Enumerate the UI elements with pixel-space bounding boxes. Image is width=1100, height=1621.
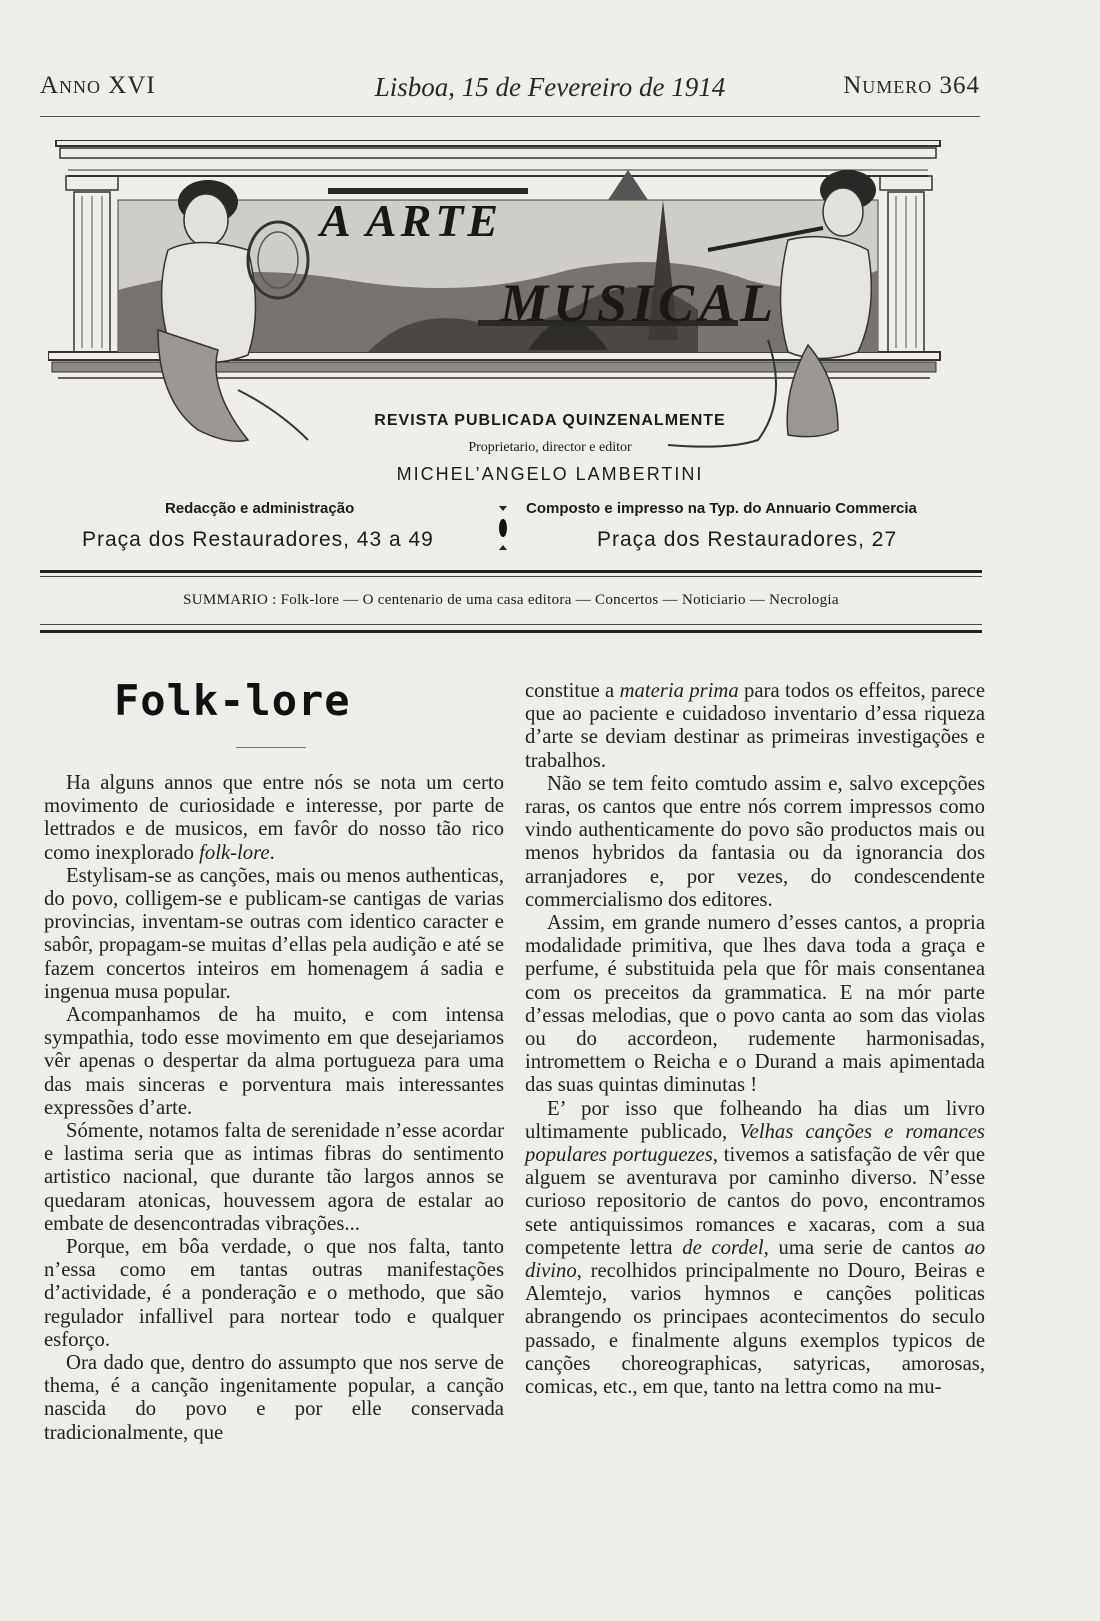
issue-number: Numero 364 <box>843 72 980 99</box>
summary-line: SUMMARIO : Folk-lore — O centenario de uma casa editora — Concertos — Noticiario — Necrologia <box>183 592 839 608</box>
printer-label: Composto e impresso na Typ. do Annuario Commercia <box>526 500 917 517</box>
paragraph: Ha alguns annos que entre nós se nota um certo movimento de curiosidade e interesse, por parte de lettrados e de musicos, em favôr do nosso tão rico como inexplorado folk-lore. <box>44 772 504 864</box>
summary-rule-bottom <box>40 630 982 633</box>
paragraph: Não se tem feito comtudo assim e, salvo excepções raras, os cantos que entre nós correm impressos como vindo authenticamente do povo são productos mais ou menos hybridos da fantasia ou da ignorancia dos arranjadores e, por vezes, do condescendente commercialismo dos editores. <box>525 772 985 911</box>
summary-rule-bottom-thin <box>40 624 982 625</box>
issue-place-date: Lisboa, 15 de Fevereiro de 1914 <box>374 72 726 102</box>
paragraph: Porque, em bôa verdade, o que nos falta, tanto n’essa como em tantas outras manifestações d’actividade, é a ponderação e o methodo, que são regulador infallivel para nortear todo e qualquer esforço. <box>44 1236 504 1351</box>
masthead-title: A ARTE <box>320 195 503 246</box>
divider-ornament-icon <box>497 502 509 554</box>
paragraph: E’ por isso que folheando ha dias um livro ultimamente publicado, Velhas canções e romances populares portuguezes, tivemos a satisfação de vêr que alguem se aventurava por caminho diverso. N’esse curioso repositorio de cantos do povo, encontramos sete antiquissimos romances e xacaras, com a sua competente lettra de cordel, uma serie de cantos ao divino, recolhidos principalmente no Douro, Beiras e Alemtejo, varios hymnos e canções politicas abrangendo os principaes acontecimentos do seculo passado, e finalmente alguns exemplos typicos de canções choreographicas, satyricas, amorosas, comicas, etc., em que, tanto na lettra como na mu- <box>525 1097 986 1399</box>
paragraph: Ora dado que, dentro do assumpto que nos serve de thema, é a canção ingenitamente popular, a canção nascida do povo e por elle conservada tradicionalmente, que <box>44 1352 504 1444</box>
masthead-subtitle: REVISTA PUBLICADA QUINZENALMENTE <box>374 412 726 429</box>
paragraph: Sómente, notamos falta de serenidade n’esse acordar e lastima seria que as intimas fibras do sentimento artistico nacional, que durante tão largos annos se quedaram atonicas, houvessem agora de estalar ao embate de desencontradas vibrações... <box>44 1120 504 1235</box>
printer-address: Praça dos Restauradores, 27 <box>597 528 898 551</box>
article-column-left <box>44 772 504 1445</box>
paragraph: Estylisam-se as canções, mais ou menos authenticas, do povo, colligem-se e publicam-se cantigas de varias provincias, inventam-se outras com identico caracter e sabôr, propagam-se muitas d’ellas pela audição e até se fazem concertos inteiros em homenagem á sadia e ingenua musa popular. <box>44 864 504 1003</box>
summary-rule-top <box>40 570 982 573</box>
title-rule <box>236 747 306 748</box>
article-title: Folk-lore <box>114 676 351 725</box>
masthead-editor-name: MICHEL’ANGELO LAMBERTINI <box>396 464 704 484</box>
header-rule <box>40 116 980 117</box>
article-column-right <box>525 680 985 1399</box>
issue-year: Anno XVI <box>40 72 156 99</box>
administration-label: Redacção e administração <box>165 500 355 517</box>
masthead-proprietor-line: Proprietario, director e editor <box>468 440 632 455</box>
paragraph: Acompanhamos de ha muito, e com intensa sympathia, todo esse movimento em que desejariamos vêr apenas o despertar da alma portugueza para uma das mais sinceras e porventura mais interessantes expressões d’arte. <box>44 1004 504 1119</box>
paragraph: Assim, em grande numero d’esses cantos, a propria modalidade primitiva, que lhes dava toda a graça e perfume, é substituida pela que fôr mais consentanea com os preceitos da grammatica. E na mór parte d’essas melodias, que o povo canta ao som das violas ou do accordeon, rudemente harmonisadas, intromettem o Reicha e o Durand a mais apimentada das suas quintas diminutas ! <box>525 912 985 1097</box>
administration-address: Praça dos Restauradores, 43 a 49 <box>82 528 434 551</box>
summary-rule-top-thin <box>40 576 982 577</box>
masthead-title-line2: MUSICAL <box>500 273 779 333</box>
paragraph: constitue a materia prima para todos os effeitos, parece que ao paciente e cuidadoso inventario d’essa riqueza d’arte se deviam destinar as primeiras investigações e trabalhos. <box>525 680 985 772</box>
